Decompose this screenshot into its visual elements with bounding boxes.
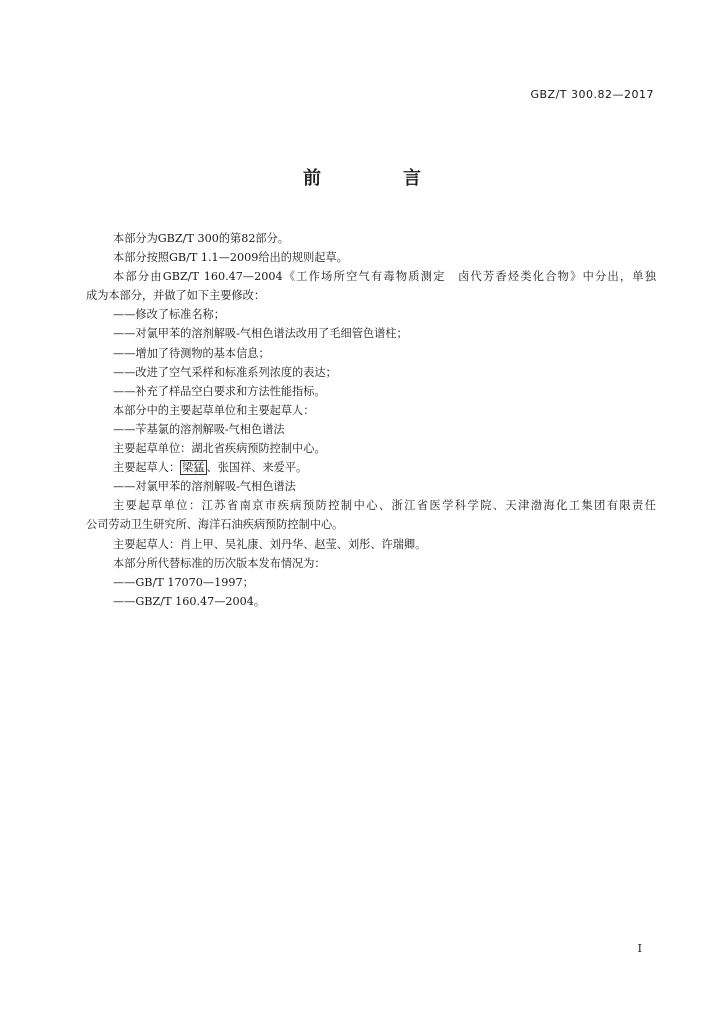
paragraph-line: 本部分按照GB/T 1.1—2009给出的规则起草。 [113, 251, 348, 265]
list-item: ——补充了样品空白要求和方法性能指标。 [113, 384, 326, 398]
drafters-label: 主要起草人： [113, 461, 181, 475]
list-item: ——对氯甲苯的溶剂解吸-气相色谱法改用了毛细管色谱柱； [113, 327, 408, 341]
list-item: ——改进了空气采样和标准系列浓度的表达； [113, 365, 337, 379]
paragraph-line: 本部分为GBZ/T 300的第82部分。 [113, 232, 289, 245]
drafters-rest: 、张国祥、来爱平。 [206, 461, 308, 475]
paragraph-line: 本部分由GBZ/T 160.47—2004《工作场所空气有毒物质测定 卤代芳香烃类化合物》中分出，单独 [113, 270, 656, 284]
foreword-body [86, 229, 656, 611]
page-title: 前 言 [303, 168, 453, 189]
paragraph-line: 主要起草人：肖上甲、吴礼康、刘丹华、赵莹、刘彤、许瑞卿。 [113, 537, 427, 551]
paragraph-line: 主要起草单位：江苏省南京市疾病预防控制中心、浙江省医学科学院、天津渤海化工集团有限责任 [113, 499, 656, 513]
standard-code: GBZ/T 300.82—2017 [530, 88, 654, 101]
highlighted-name: 梁猛 [182, 461, 205, 475]
paragraph-line: 本部分所代替标准的历次版本发布情况为： [113, 556, 326, 570]
list-item: ——GB/T 17070—1997； [113, 575, 254, 589]
list-item: ——对氯甲苯的溶剂解吸-气相色谱法 [113, 480, 296, 494]
paragraph-line: 主要起草单位：湖北省疾病预防控制中心。 [113, 442, 326, 456]
paragraph-line [86, 458, 656, 477]
paragraph-line: 公司劳动卫生研究所、海洋石油疾病预防控制中心。 [86, 518, 344, 532]
list-item: ——修改了标准名称； [113, 308, 225, 322]
list-item: ——增加了待测物的基本信息； [113, 346, 270, 360]
paragraph-line: 本部分中的主要起草单位和主要起草人： [113, 403, 315, 417]
list-item: ——GBZ/T 160.47—2004。 [113, 594, 266, 608]
list-item: ——苄基氯的溶剂解吸-气相色谱法 [113, 422, 285, 436]
page-number: I [637, 942, 642, 955]
paragraph-line: 成为本部分，并做了如下主要修改： [86, 289, 266, 303]
